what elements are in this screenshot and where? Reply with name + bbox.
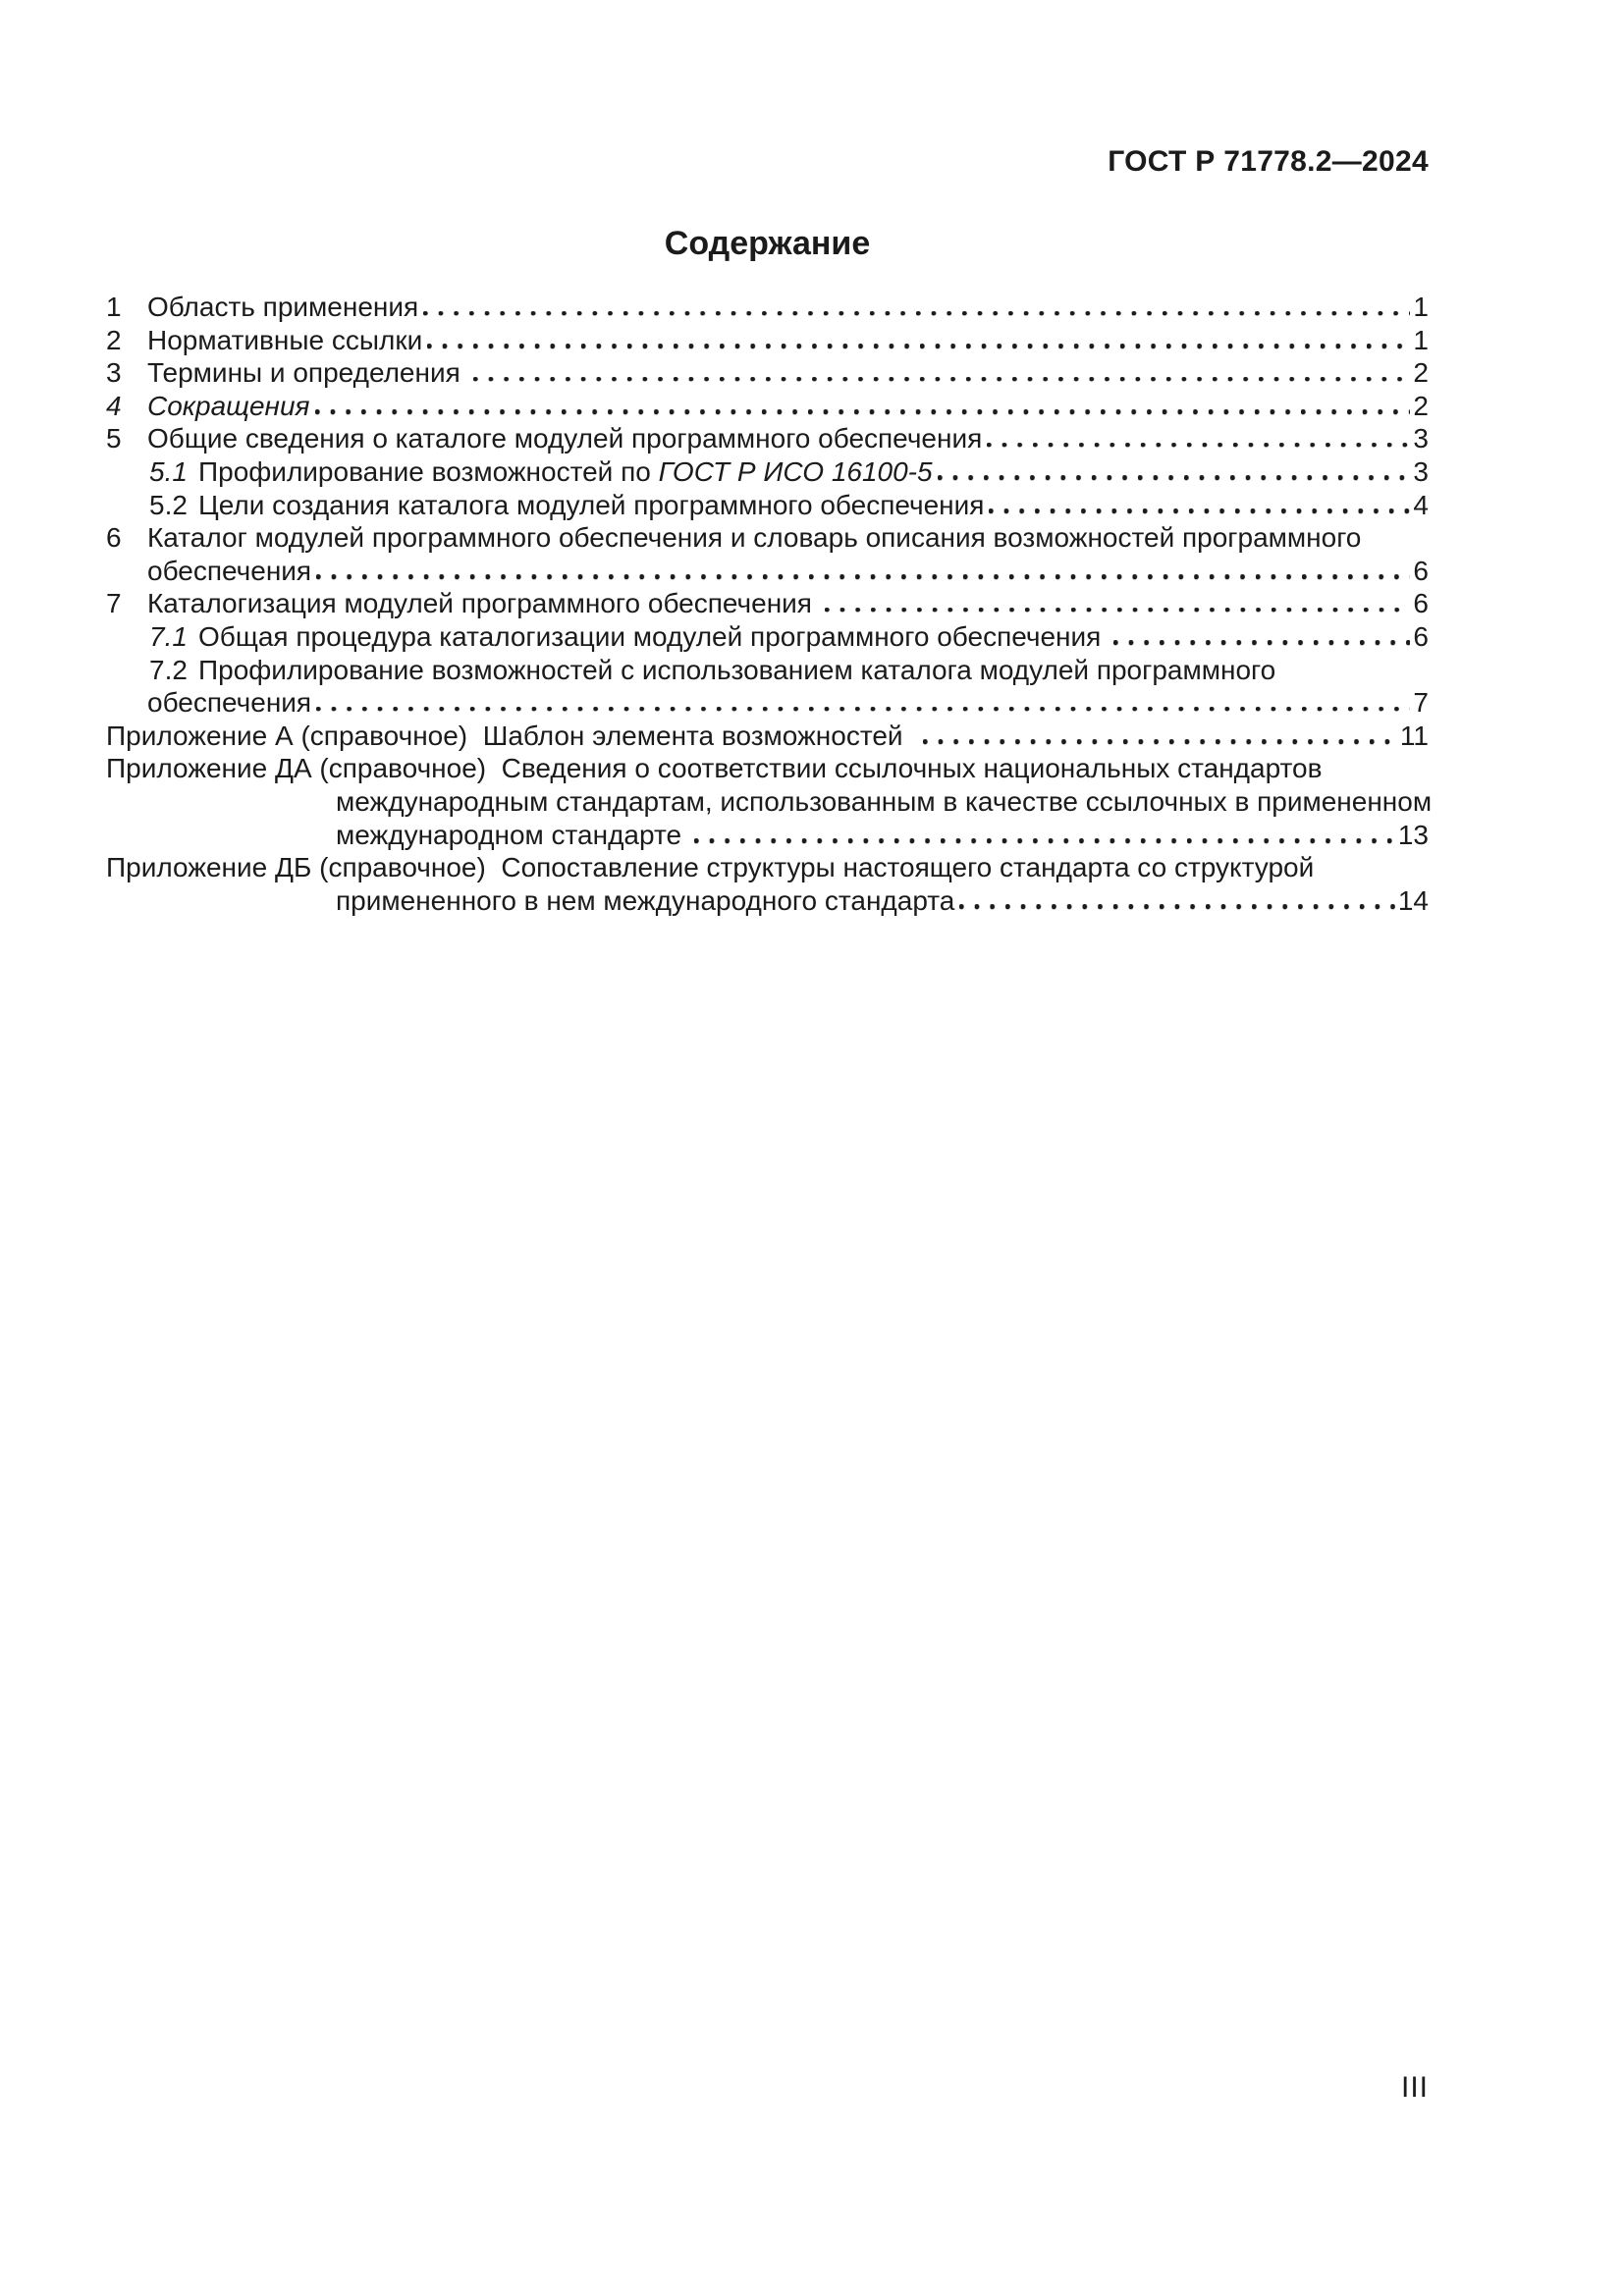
toc-page-number: 6: [1413, 620, 1429, 652]
dot-leader: [316, 704, 1410, 712]
toc-row: [106, 356, 1429, 390]
toc-row: [106, 686, 1429, 720]
toc-entry-text: Нормативные ссылки: [147, 324, 423, 355]
toc-page-number: 6: [1413, 555, 1429, 586]
toc-entry-number: 7: [106, 588, 122, 619]
dot-leader: [694, 836, 1395, 844]
toc-page-number: 6: [1413, 588, 1429, 619]
toc-row: [106, 587, 1429, 620]
dot-leader: [825, 605, 1411, 613]
toc-entry-text: Сокращения: [147, 390, 310, 421]
toc-row: [106, 489, 1429, 522]
toc-page-number: 2: [1413, 390, 1429, 421]
toc-page-number: 11: [1399, 720, 1429, 751]
toc-entry-text: международном стандарте: [336, 819, 689, 850]
toc-entry-number: 2: [106, 324, 122, 355]
toc-page-number: 2: [1413, 357, 1429, 389]
toc-entry-number: 6: [106, 522, 122, 554]
toc-row: [106, 555, 1429, 588]
toc-row: [106, 819, 1429, 852]
dot-leader: [989, 507, 1410, 514]
toc-entry-number: 3: [106, 357, 122, 389]
toc-entry-text: Общая процедура каталогизации модулей программного обеспечения: [198, 620, 1110, 652]
toc-entry-number: 5.1: [149, 455, 188, 487]
toc-row: [106, 620, 1429, 654]
dot-leader: [923, 737, 1397, 745]
toc-entry-number: 7.2: [149, 654, 188, 685]
toc-page-number: 4: [1413, 489, 1429, 520]
folio-page-number: III: [1400, 2071, 1429, 2104]
dot-leader: [959, 902, 1394, 910]
toc-row: [106, 291, 1429, 324]
dot-leader: [938, 473, 1411, 481]
page-title: Содержание: [664, 225, 871, 262]
toc-entry-text: Приложение А (справочное) Шаблон элемента возможностей: [106, 720, 919, 751]
toc-entry-text: международным стандартам, использованным в качестве ссылочных в примененном: [336, 785, 1433, 817]
toc-row: [106, 521, 1429, 555]
toc-entry-number: 4: [106, 390, 122, 421]
toc-page-number: 3: [1413, 423, 1429, 454]
toc-page-number: 3: [1413, 455, 1429, 487]
toc-entry-text: Приложение ДА (справочное) Сведения о соответствии ссылочных национальных стандартов: [106, 753, 1323, 784]
dot-leader: [316, 572, 1410, 580]
toc-entry-text: Каталог модулей программного обеспечения и словарь описания возможностей программного: [147, 522, 1362, 554]
toc-row: [106, 720, 1429, 753]
dot-leader: [473, 374, 1411, 382]
toc-row: [106, 851, 1429, 884]
toc-entry-number: 1: [106, 292, 122, 322]
dot-leader: [987, 440, 1410, 448]
toc-entry-text: Цели создания каталога модулей программного обеспечения: [198, 489, 985, 520]
toc-row: [106, 654, 1429, 687]
toc-row: [106, 884, 1429, 918]
toc-page-number: 13: [1397, 819, 1429, 850]
toc-row: [106, 422, 1429, 455]
toc-row: [106, 390, 1429, 423]
dot-leader: [315, 407, 1411, 415]
toc-page-number: 1: [1413, 324, 1429, 355]
dot-leader: [423, 308, 1410, 316]
toc-entry-text: Общие сведения о каталоге модулей программного обеспечения: [147, 423, 983, 454]
toc-entry-text: Профилирование возможностей по ГОСТ Р ИСО 16100-5: [198, 455, 933, 487]
toc-entry-text: Профилирование возможностей с использованием каталога модулей программного: [198, 654, 1276, 685]
toc-entry-number: 7.1: [149, 620, 188, 652]
dot-leader: [1113, 638, 1410, 646]
dot-leader: [427, 342, 1410, 349]
toc-entry-number: 5.2: [149, 489, 188, 520]
toc-entry-text: обеспечения: [147, 555, 312, 586]
toc-page-number: 14: [1397, 884, 1429, 916]
toc-row: [106, 455, 1429, 489]
toc-page-number: 1: [1413, 292, 1429, 322]
toc-entry-text: обеспечения: [147, 687, 312, 719]
toc-row: [106, 785, 1433, 819]
toc-entry-text: Термины и определения: [147, 357, 468, 389]
toc-entry-text: примененного в нем международного стандарта: [336, 884, 955, 916]
standard-designation: ГОСТ Р 71778.2—2024: [1108, 145, 1429, 178]
toc-entry-text: Каталогизация модулей программного обеспечения: [147, 588, 820, 619]
toc-page-number: 7: [1413, 687, 1429, 719]
toc: [106, 291, 1433, 917]
toc-row: [106, 324, 1429, 357]
toc-entry-text: Приложение ДБ (справочное) Сопоставление структуры настоящего стандарта со структурой: [106, 852, 1315, 883]
toc-entry-number: 5: [106, 423, 122, 454]
toc-entry-text: Область применения: [147, 292, 419, 322]
toc-row: [106, 752, 1429, 785]
